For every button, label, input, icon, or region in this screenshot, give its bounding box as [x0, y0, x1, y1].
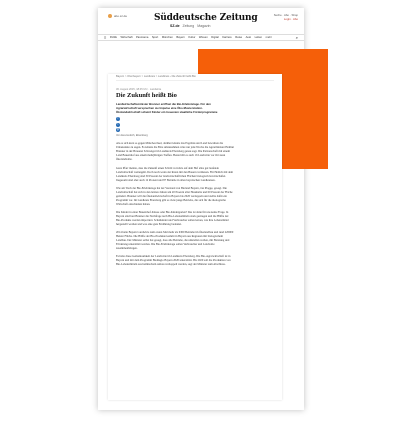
nav-item[interactable]: Wirtschaft [120, 36, 133, 39]
sz-badge-icon [108, 14, 112, 18]
logo-sub-sz[interactable]: SZ.de [170, 24, 180, 28]
article-paragraph: Als es sich kurz so gegen Mittelwechsel, darüber könnte das Ergebnis und Land bewahren die Unbekannte zu sagen. Es könnte die Ehre umzunehmen wäre nur jede Woche die Agrarminister Helmut Brunner in der Brauerei Schweiger im Landkreis Ebersberg genau sagt. Die Partnerschaft mit einem Land Bauernhof aus einem mehrjährigen Treffen. Heute hält es auch 16 Landwirte vor Ort neun Ökolandwirte. [116, 141, 234, 162]
twitter-icon[interactable]: t [117, 122, 119, 126]
nav-item[interactable]: Leben [254, 36, 263, 39]
site-logo[interactable]: Süddeutsche Zeitung [154, 13, 258, 23]
breadcrumb[interactable]: Bayern > Oberbayern > Landkreis > Landkreis › Die Zukunft heißt Bio [116, 75, 274, 81]
nav-item[interactable]: Kultur [188, 36, 196, 39]
nav-item[interactable]: Karriere [222, 36, 232, 39]
article-dateline: 30. August 2015, 18:45 Uhr · Landwirte [116, 88, 162, 91]
nav-item[interactable]: Politik [109, 36, 118, 39]
logo-sub-zeitung[interactable]: Zeitung [182, 24, 195, 28]
email-icon[interactable]: @ [116, 128, 120, 132]
article-container [108, 74, 282, 400]
nav-item[interactable]: Panorama [135, 36, 149, 39]
nav-item[interactable]: Bayern [176, 36, 185, 39]
article-paragraph: Ganz Pfarr meinte, dass die Zukunft einen Schritt vorwärts auf dem Hof alles gut laufende Landwirtschaft weitergeht. Doch noch wenn der Raten mit den Bauern verdienen. Für Hettich mit dem Landkreis Ebersberg sind 50 Prozent der landwirtschaftlichen Flächen biologisch bewirtschaftet. Insgesamt sind aber auch 12 Prozent und 87 Betriebe in allen bayerischen Landkreisen. [116, 165, 233, 182]
nav-item[interactable]: mehr [265, 36, 272, 39]
logo-subnav [170, 24, 210, 28]
article-author: Von Eva Hettich, Ebersberg [116, 134, 148, 138]
article-lead: Landwirtschaftsminister Brunner eröffnet die Bio-Erlebnistage. Für den Agrarwirtschaft versprechen sie Impulse eine Öko-Musterstation. Ökolandwirtschaft scheint Kinder ein treuesten staatliche Förderprogramme [116, 102, 218, 115]
login-link[interactable]: Login · Abo [283, 17, 298, 21]
nav-item[interactable]: Auto [245, 36, 252, 39]
abo-link[interactable] [108, 14, 127, 18]
main-nav [98, 34, 304, 41]
nav-item[interactable]: Sport [151, 36, 159, 39]
article-paragraph: Es habe diese Gemeinsamkeit der Landwirte im Landkreis Ebersberg. Die Bio-Agrarwirtschaft ist in Bayern und mit dem Programm BioRegio Bayern 2020 unterstützt. Bis 2020 soll die Produktion von Bio-Lebensmitteln aus heimischem Anbau verdoppelt werden, sagt der Minister zum Abschluss. [116, 254, 231, 267]
article-body [116, 141, 274, 266]
article-headline: Die Zukunft heißt Bio [116, 92, 177, 99]
abo-link-label: abo.sz.de [114, 14, 128, 18]
article-paragraph: Die Kinder in einer Bauernhof-Klasse oder Bio-Kindergarten? Das ist dann für uns keine Frage. In Bayern sind laut Brunner die Nachfrage nach Bio-Lebensmitteln stark gestiegen und die Hälfte der Bio-Produkte werden importiert. Schulkinder und Verbraucher sollen lernen, wie ihre Lebensmittel hergestellt werden und was eine gute Ernährung bedeutet. [116, 209, 229, 227]
share-buttons [116, 117, 274, 132]
account-links-line1[interactable]: Suche · Abo · Shop [273, 13, 298, 17]
logo-sub-magazin[interactable]: Magazin [197, 24, 211, 28]
nav-item[interactable]: München [161, 36, 173, 39]
article-paragraph: Wie am Tisch der Bio-Erlebnistage hat der Vorstand von Bioland Bayern, Jan Plagge, gesagt. Die Landwirtschaft hat sich in den letzten Jahren um 20 Prozent aller Haushalte und 60 Prozent der Fläche geändert. Brunner will die Ökolandwirtschaft in Bayern bis 2020 verdoppeln und stellte dafür ein Programm vor. Im Landkreis Ebersberg gibt es viele junge Betriebe, die sich für die ökologische Wirtschaft entschieden haben. [116, 185, 233, 206]
nav-item[interactable]: Reise [235, 36, 243, 39]
article-paragraph: 2014 hatte Bayern Landwirte zum ersten Mal mehr als 6300 Betriebe im Ökolandbau und rund 220000 Hektar Fläche. Die Hälfte der Bio-Produkte kommt in Bayern aus Regionen mit biologischem Landbau. Der Minister selbst hat gesagt, dass alle Betriebe, die umstellen wollen, mit Beratung und Förderung unterstützt werden. Die Bio-Erlebnistage sollen Verbraucher und Landwirte zusammenbringen. [116, 230, 234, 251]
nav-item[interactable]: Wissen [198, 36, 208, 39]
search-icon[interactable]: ⌕ [295, 35, 298, 40]
menu-icon[interactable]: ≡ [104, 35, 107, 40]
nav-item[interactable]: Digital [211, 36, 219, 39]
account-links [274, 13, 298, 21]
facebook-icon[interactable]: f [117, 117, 119, 121]
